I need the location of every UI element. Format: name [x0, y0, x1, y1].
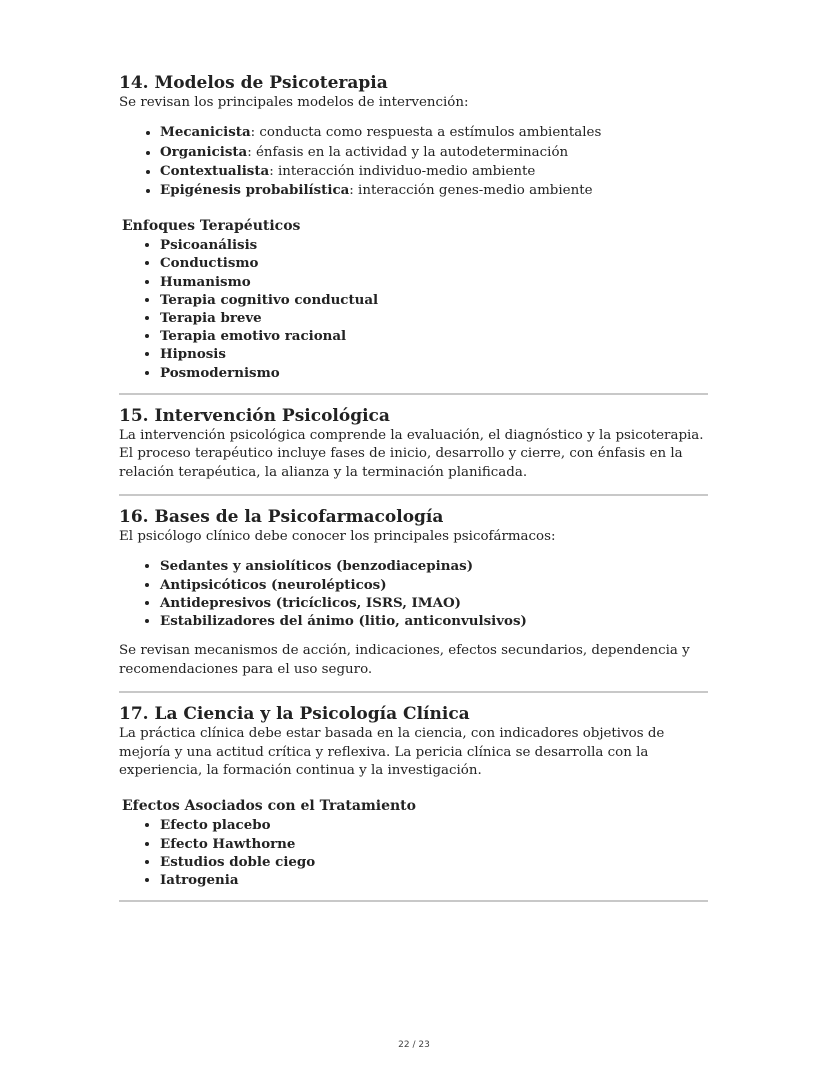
- list-item: • Epigénesis probabilística: interacción genes-medio ambiente: [160, 181, 708, 200]
- section-14-title: 14. Modelos de Psicoterapia: [119, 73, 388, 93]
- list-item: • Terapia cognitivo conductual: [160, 291, 708, 309]
- list-item: • Mecanicista: conducta como respuesta a estímulos ambientales: [160, 123, 708, 142]
- list-item: • Estudios doble ciego: [160, 853, 708, 871]
- list-item: • Estabilizadores del ánimo (litio, anticonvulsivos): [160, 612, 708, 630]
- section-17-body: La práctica clínica debe estar basada en la ciencia, con indicadores objetivos de mejoría y una actitud crítica y reflexiva. La pericia clínica se desarrolla con la experiencia, la formación continua y la investigación.: [119, 726, 665, 778]
- list-item: • Hipnosis: [160, 345, 708, 363]
- effects-list: [119, 816, 708, 889]
- effects-subtitle: Efectos Asociados con el Tratamiento: [122, 798, 416, 815]
- section-16: [119, 506, 708, 679]
- section-15: [119, 405, 708, 482]
- list-item: • Terapia breve: [160, 309, 708, 327]
- list-item: • Iatrogenia: [160, 871, 708, 889]
- divider: [119, 900, 708, 902]
- list-item: • Psicoanálisis: [160, 236, 708, 254]
- divider: [119, 393, 708, 395]
- list-item: • Antipsicóticos (neurolépticos): [160, 576, 708, 594]
- section-14: [119, 72, 708, 382]
- approaches-list: [119, 236, 708, 382]
- page-number: 22 / 23: [398, 1040, 430, 1050]
- drugs-list: [119, 557, 708, 630]
- section-16-intro: El psicólogo clínico debe conocer los principales psicofármacos:: [119, 529, 556, 545]
- list-item: • Conductismo: [160, 254, 708, 272]
- divider: [119, 494, 708, 496]
- list-item: • Posmodernismo: [160, 364, 708, 382]
- models-list: [119, 123, 708, 200]
- list-item: • Sedantes y ansiolíticos (benzodiacepinas): [160, 557, 708, 575]
- section-14-intro: Se revisan los principales modelos de intervención:: [119, 95, 469, 110]
- section-16-outro: Se revisan mecanismos de acción, indicaciones, efectos secundarios, dependencia y recomendaciones para el uso seguro.: [119, 643, 690, 677]
- list-item: • Efecto Hawthorne: [160, 835, 708, 853]
- list-item: • Contextualista: interacción individuo-medio ambiente: [160, 162, 708, 181]
- list-item: • Organicista: énfasis en la actividad y la autodeterminación: [160, 143, 708, 162]
- section-17: [119, 703, 708, 889]
- list-item: • Terapia emotivo racional: [160, 327, 708, 345]
- section-17-title: 17. La Ciencia y la Psicología Clínica: [119, 704, 470, 725]
- section-15-title: 15. Intervención Psicológica: [119, 405, 390, 426]
- section-15-body: La intervención psicológica comprende la evaluación, el diagnóstico y la psicoterapia. El proceso terapéutico incluye fases de inicio, desarrollo y cierre, con énfasis en la relación terapéutica, la alianza y la terminación planificada.: [119, 427, 704, 480]
- list-item: • Efecto placebo: [160, 816, 708, 834]
- approaches-subtitle: Enfoques Terapéuticos: [122, 218, 301, 235]
- list-item: • Humanismo: [160, 273, 708, 291]
- page-content: [119, 71, 708, 902]
- list-item: • Antidepresivos (tricíclicos, ISRS, IMAO): [160, 594, 708, 612]
- section-16-title: 16. Bases de la Psicofarmacología: [119, 507, 444, 528]
- divider: [119, 691, 708, 693]
